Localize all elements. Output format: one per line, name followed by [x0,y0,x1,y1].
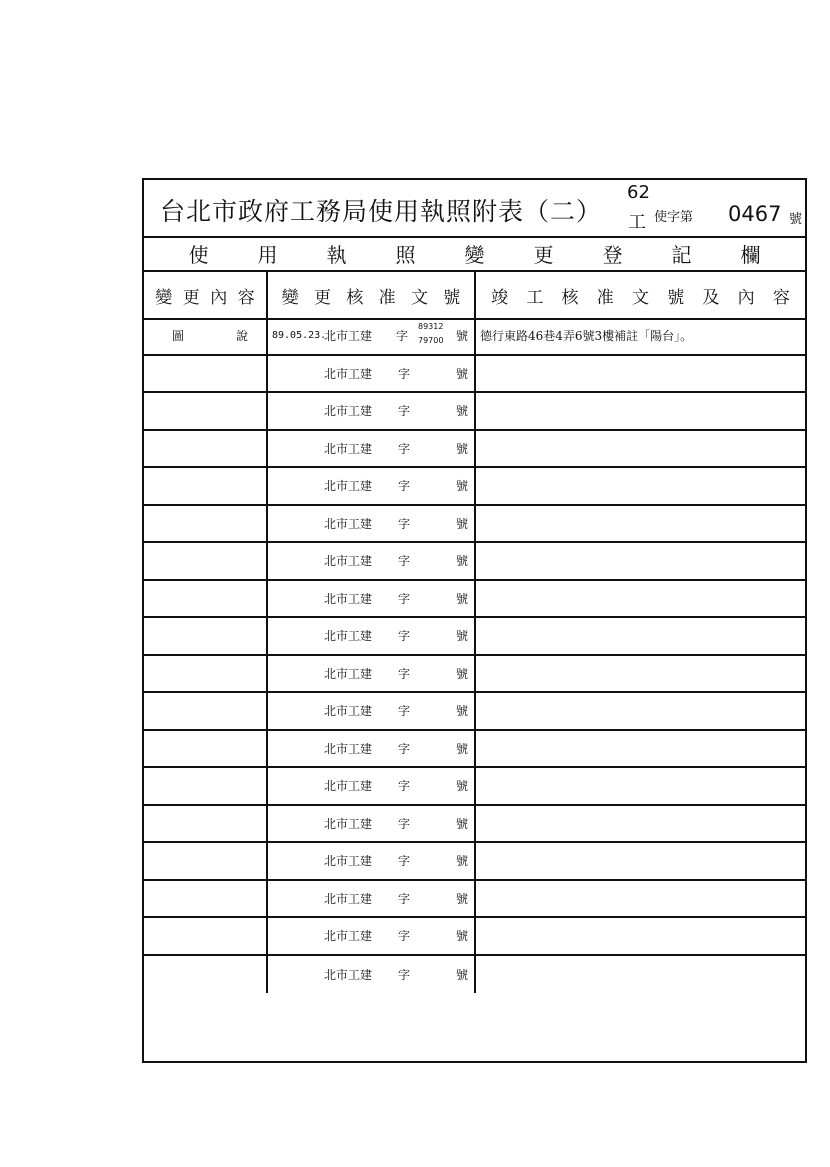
approval-doc-cell [268,543,476,579]
office-label: 北市工建 [324,854,373,869]
completion-cell [476,506,805,542]
header-char: 容 [237,287,255,308]
office-label: 北市工建 [324,666,373,681]
hao-label: 號 [456,404,469,419]
completion-cell [476,731,805,767]
completion-cell [476,543,805,579]
change-content-cell [144,656,268,692]
office-label: 北市工建 [324,704,373,719]
completion-cell [476,918,805,954]
approval-doc-cell [268,843,476,879]
change-content-cell [144,431,268,467]
hao-label: 號 [456,629,469,644]
table-row [144,356,805,394]
approval-doc-cell [268,956,476,994]
banner-char: 欄 [740,242,761,267]
header-char: 文 [410,287,428,308]
permit-number: 0467 [728,202,782,226]
header-char: 更 [182,287,200,308]
header-char: 號 [443,287,461,308]
banner-char: 照 [395,242,416,267]
approval-doc-cell [268,318,476,354]
office-label: 北市工建 [324,554,373,569]
completion-cell [476,356,805,392]
change-content-cell [144,806,268,842]
change-content-cell [144,581,268,617]
completion-cell [476,693,805,729]
approval-date: 89.05.23. [272,330,327,342]
table-row [144,918,805,956]
permit-zi-label: 使字第 [654,210,694,225]
approval-doc-cell [268,881,476,917]
hao-label: 號 [456,704,469,719]
completion-cell [476,881,805,917]
table-row [144,806,805,844]
doc-number [418,320,443,348]
header-char: 及 [702,287,720,308]
banner-char: 變 [464,242,485,267]
change-content-cell [144,543,268,579]
column-header-completion [476,272,805,318]
hao-label: 號 [456,779,469,794]
approval-doc-cell [268,356,476,392]
office-label: 北市工建 [324,479,373,494]
table-row [144,581,805,619]
register-rows [144,318,805,993]
hao-label: 號 [456,554,469,569]
completion-cell [476,393,805,429]
header-char: 內 [210,287,228,308]
hao-label: 號 [456,366,469,381]
completion-cell [476,806,805,842]
header-char: 容 [772,287,790,308]
hao-label: 號 [456,741,469,756]
content-char: 圖 [172,329,185,344]
completion-cell [476,656,805,692]
zi-label: 字 [398,704,411,719]
office-label: 北市工建 [324,591,373,606]
completion-cell [476,768,805,804]
table-row [144,506,805,544]
office-label: 北市工建 [324,366,373,381]
table-row [144,843,805,881]
change-content-cell [144,393,268,429]
change-content-cell [144,318,268,354]
approval-doc-cell [268,581,476,617]
header-char: 工 [526,287,544,308]
header-char: 准 [378,287,396,308]
completion-cell [476,843,805,879]
table-row [144,543,805,581]
banner-char: 更 [533,242,554,267]
zi-label: 字 [398,779,411,794]
approval-doc-cell [268,768,476,804]
column-header-row [144,272,805,320]
banner-char: 記 [671,242,692,267]
doc-number-top: 89312 [418,322,444,331]
office-label: 北市工建 [324,629,373,644]
table-row [144,393,805,431]
zi-label: 字 [398,404,411,419]
hao-label: 號 [456,929,469,944]
banner-char: 登 [602,242,623,267]
table-row [144,881,805,919]
hao-label: 號 [456,591,469,606]
change-content-cell [144,693,268,729]
zi-label: 字 [398,741,411,756]
zi-label: 字 [398,441,411,456]
zi-label: 字 [398,816,411,831]
zi-label: 字 [398,666,411,681]
hao-label: 號 [456,329,469,344]
office-label: 北市工建 [324,967,373,982]
approval-doc-cell [268,731,476,767]
approval-doc-cell [268,656,476,692]
banner-char: 使 [188,242,209,267]
form-title: 台北市政府工務局使用執照附表（二） [160,197,603,226]
approval-doc-cell [268,693,476,729]
zi-label: 字 [398,591,411,606]
change-content-cell [144,356,268,392]
header-char: 竣 [491,287,509,308]
zi-label: 字 [398,366,411,381]
approval-doc-cell [268,506,476,542]
header-char: 核 [346,287,364,308]
change-content-cell [144,618,268,654]
change-content-cell [144,468,268,504]
office-label: 北市工建 [324,441,373,456]
approval-doc-cell [268,918,476,954]
table-row [144,768,805,806]
approval-doc-cell [268,393,476,429]
table-row [144,693,805,731]
completion-cell [476,431,805,467]
office-label: 北市工建 [324,741,373,756]
hao-label: 號 [456,479,469,494]
column-header-approval-doc [268,272,476,318]
hao-label: 號 [456,516,469,531]
content-char: 說 [235,329,248,344]
completion-cell [476,618,805,654]
header-char: 內 [737,287,755,308]
office-label: 北市工建 [324,779,373,794]
change-content-cell [144,918,268,954]
table-row [144,656,805,694]
zi-label: 字 [398,967,411,982]
zi-label: 字 [398,479,411,494]
change-content-cell [144,506,268,542]
header-char: 號 [667,287,685,308]
header-char: 文 [631,287,649,308]
zi-label: 字 [398,929,411,944]
approval-doc-cell [268,806,476,842]
office-label: 北市工建 [324,516,373,531]
zi-label: 字 [396,329,409,344]
hao-label: 號 [456,891,469,906]
hao-label: 號 [456,666,469,681]
zi-label: 字 [398,554,411,569]
change-content-cell [144,731,268,767]
header-char: 更 [313,287,331,308]
completion-cell [476,581,805,617]
table-row [144,431,805,469]
table-row [144,618,805,656]
banner-char: 執 [326,242,347,267]
office-label: 北市工建 [324,891,373,906]
hao-label: 號 [456,854,469,869]
permit-year: 62 [627,182,650,203]
approval-doc-cell [268,618,476,654]
office-label: 北市工建 [324,404,373,419]
zi-label: 字 [398,891,411,906]
approval-doc-cell [268,468,476,504]
office-label: 北市工建 [324,816,373,831]
zi-label: 字 [398,629,411,644]
zi-label: 字 [398,854,411,869]
header-char: 變 [155,287,173,308]
header-char: 變 [281,287,299,308]
doc-number-bottom: 79700 [418,336,444,345]
register-form [142,178,807,1063]
office-label: 北市工建 [324,929,373,944]
change-content-cell [144,768,268,804]
completion-cell: 德行東路46巷4弄6號3樓補註「陽台」。 [480,329,693,344]
completion-cell [476,956,805,994]
approval-doc-cell [268,431,476,467]
permit-type: 工 [628,212,646,233]
table-row [144,956,805,994]
hao-label: 號 [456,441,469,456]
permit-hao-label: 號 [789,212,803,227]
column-header-change-content [144,272,268,318]
hao-label: 號 [456,967,469,982]
header-char: 准 [596,287,614,308]
change-content-cell [144,956,268,994]
table-row [144,468,805,506]
title-row [144,180,805,238]
header-char: 核 [561,287,579,308]
table-row [144,731,805,769]
table-row [144,318,805,356]
hao-label: 號 [456,816,469,831]
section-banner [144,236,805,272]
change-content-cell [144,843,268,879]
completion-cell [476,468,805,504]
banner-char: 用 [257,242,278,267]
change-content-cell [144,881,268,917]
zi-label: 字 [398,516,411,531]
office-label: 北市工建 [324,329,373,344]
